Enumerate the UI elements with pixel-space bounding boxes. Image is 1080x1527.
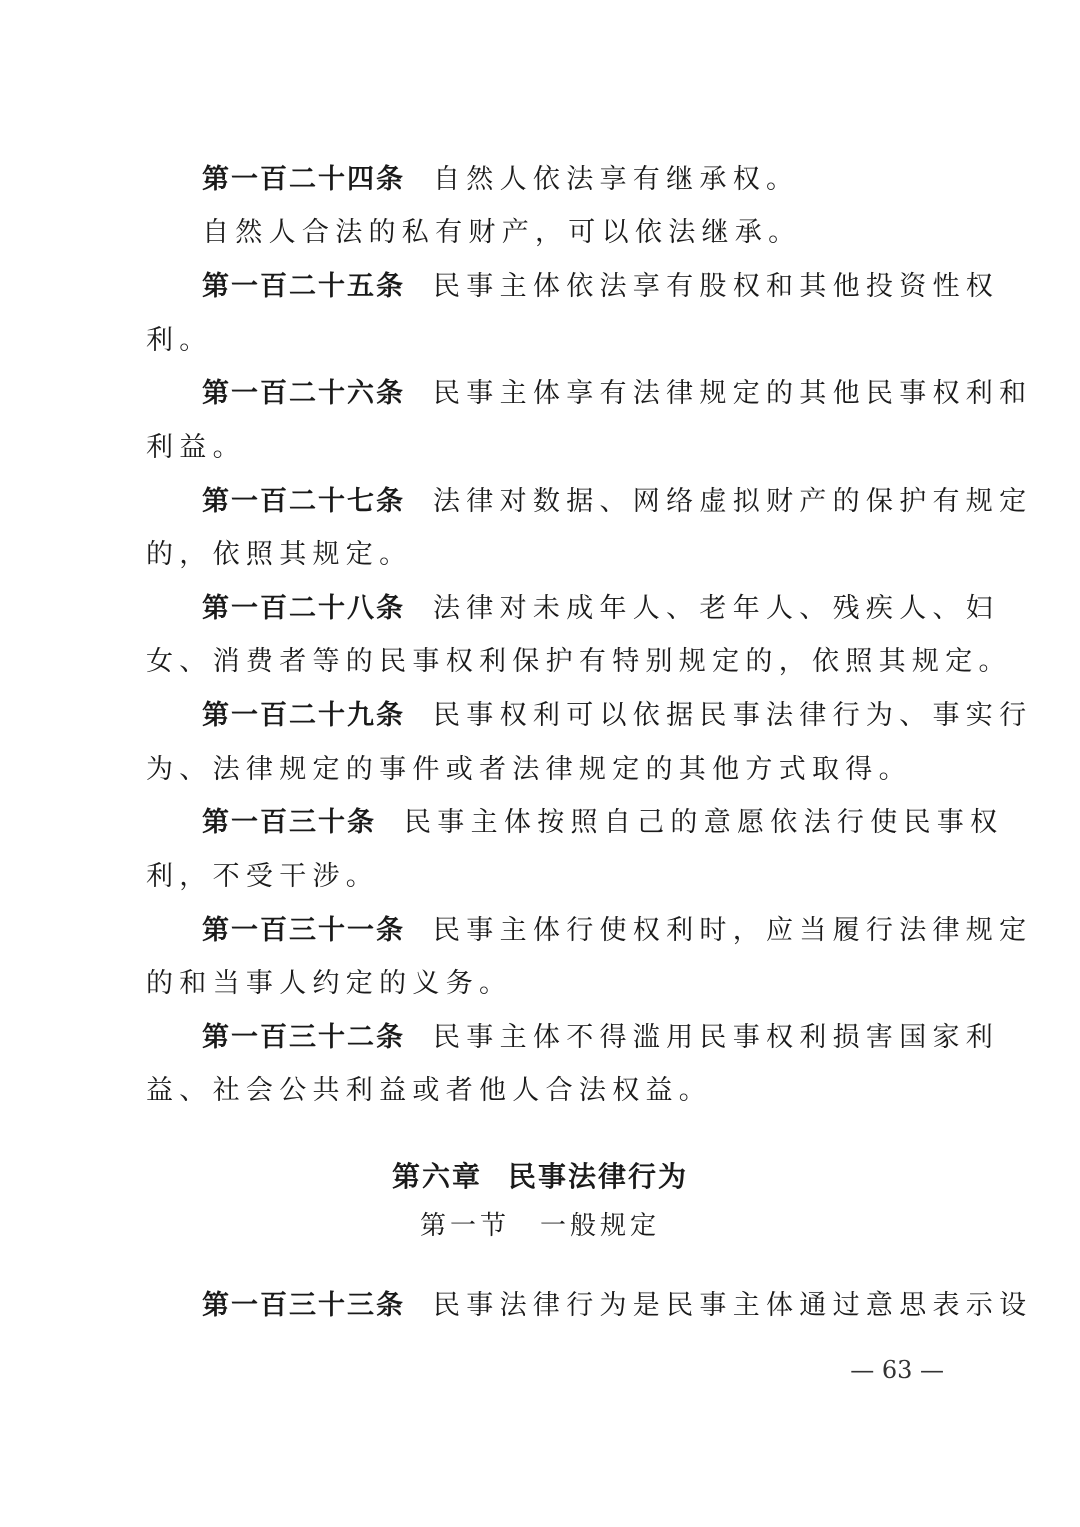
article-text: 法律对数据、网络虚拟财产的保护有规定: [433, 486, 1033, 517]
article-127-line-2: [146, 530, 946, 580]
article-text: 利。: [146, 325, 213, 356]
article-130-line-1: [202, 798, 1002, 848]
article-number: 第一百二十七条: [202, 486, 405, 517]
article-text: 民事主体行使权利时，应当履行法律规定: [433, 915, 1033, 946]
article-text: 民事主体不得滥用民事权利损害国家利: [433, 1022, 1000, 1053]
article-number: 第一百二十九条: [202, 700, 405, 731]
article-text: 民事主体依法享有股权和其他投资性权: [433, 271, 1000, 302]
article-text: 为、法律规定的事件或者法律规定的其他方式取得。: [146, 754, 912, 785]
article-text: 自然人合法的私有财产，可以依法继承。: [202, 217, 802, 248]
article-number: 第一百三十条: [202, 807, 376, 838]
article-number: 第一百二十六条: [202, 378, 405, 409]
article-text: 自然人依法享有继承权。: [433, 164, 800, 195]
article-127-line-1: [202, 477, 1033, 527]
article-128-line-2: [146, 637, 1012, 687]
section-title: 一般规定: [540, 1211, 661, 1241]
article-number: 第一百三十三条: [202, 1290, 405, 1321]
page-number: — 63 —: [850, 1356, 944, 1384]
article-124-line-2: [202, 208, 1002, 258]
article-125-line-2: [146, 316, 946, 366]
article-text: 民事法律行为是民事主体通过意思表示设: [433, 1290, 1033, 1321]
article-text: 女、消费者等的民事权利保护有特别规定的，依照其规定。: [146, 646, 1012, 677]
article-129-line-2: [146, 745, 946, 795]
article-131-line-1: [202, 906, 1033, 956]
chapter-heading: [0, 1154, 1080, 1200]
article-133-line-1: [202, 1281, 1033, 1331]
chapter-number: 第六章: [391, 1160, 482, 1193]
article-128-line-1: [202, 584, 1002, 634]
article-text: 的和当事人约定的义务。: [146, 968, 513, 999]
article-text: 益、社会公共利益或者他人合法权益。: [146, 1075, 713, 1106]
article-131-line-2: [146, 959, 946, 1009]
section-heading: [0, 1204, 1080, 1248]
article-text: 民事主体享有法律规定的其他民事权利和: [433, 378, 1033, 409]
article-text: 利，不受干涉。: [146, 861, 380, 892]
article-number: 第一百二十四条: [202, 164, 405, 195]
article-text: 民事权利可以依据民事法律行为、事实行: [433, 700, 1033, 731]
article-text: 法律对未成年人、老年人、残疾人、妇: [433, 593, 1000, 624]
article-text: 利益。: [146, 432, 246, 463]
article-number: 第一百三十二条: [202, 1022, 405, 1053]
article-number: 第一百二十八条: [202, 593, 405, 624]
chapter-title: 民事法律行为: [508, 1160, 689, 1193]
article-number: 第一百三十一条: [202, 915, 405, 946]
article-124-line-1: [202, 155, 1002, 205]
article-132-line-2: [146, 1066, 946, 1116]
article-text: 的，依照其规定。: [146, 539, 413, 570]
article-126-line-1: [202, 369, 1033, 419]
article-126-line-2: [146, 423, 946, 473]
article-130-line-2: [146, 852, 946, 902]
article-129-line-1: [202, 691, 1033, 741]
article-132-line-1: [202, 1013, 1002, 1063]
article-text: 民事主体按照自己的意愿依法行使民事权: [404, 807, 1004, 838]
section-number: 第一节: [419, 1211, 510, 1241]
article-number: 第一百二十五条: [202, 271, 405, 302]
article-125-line-1: [202, 262, 1002, 312]
